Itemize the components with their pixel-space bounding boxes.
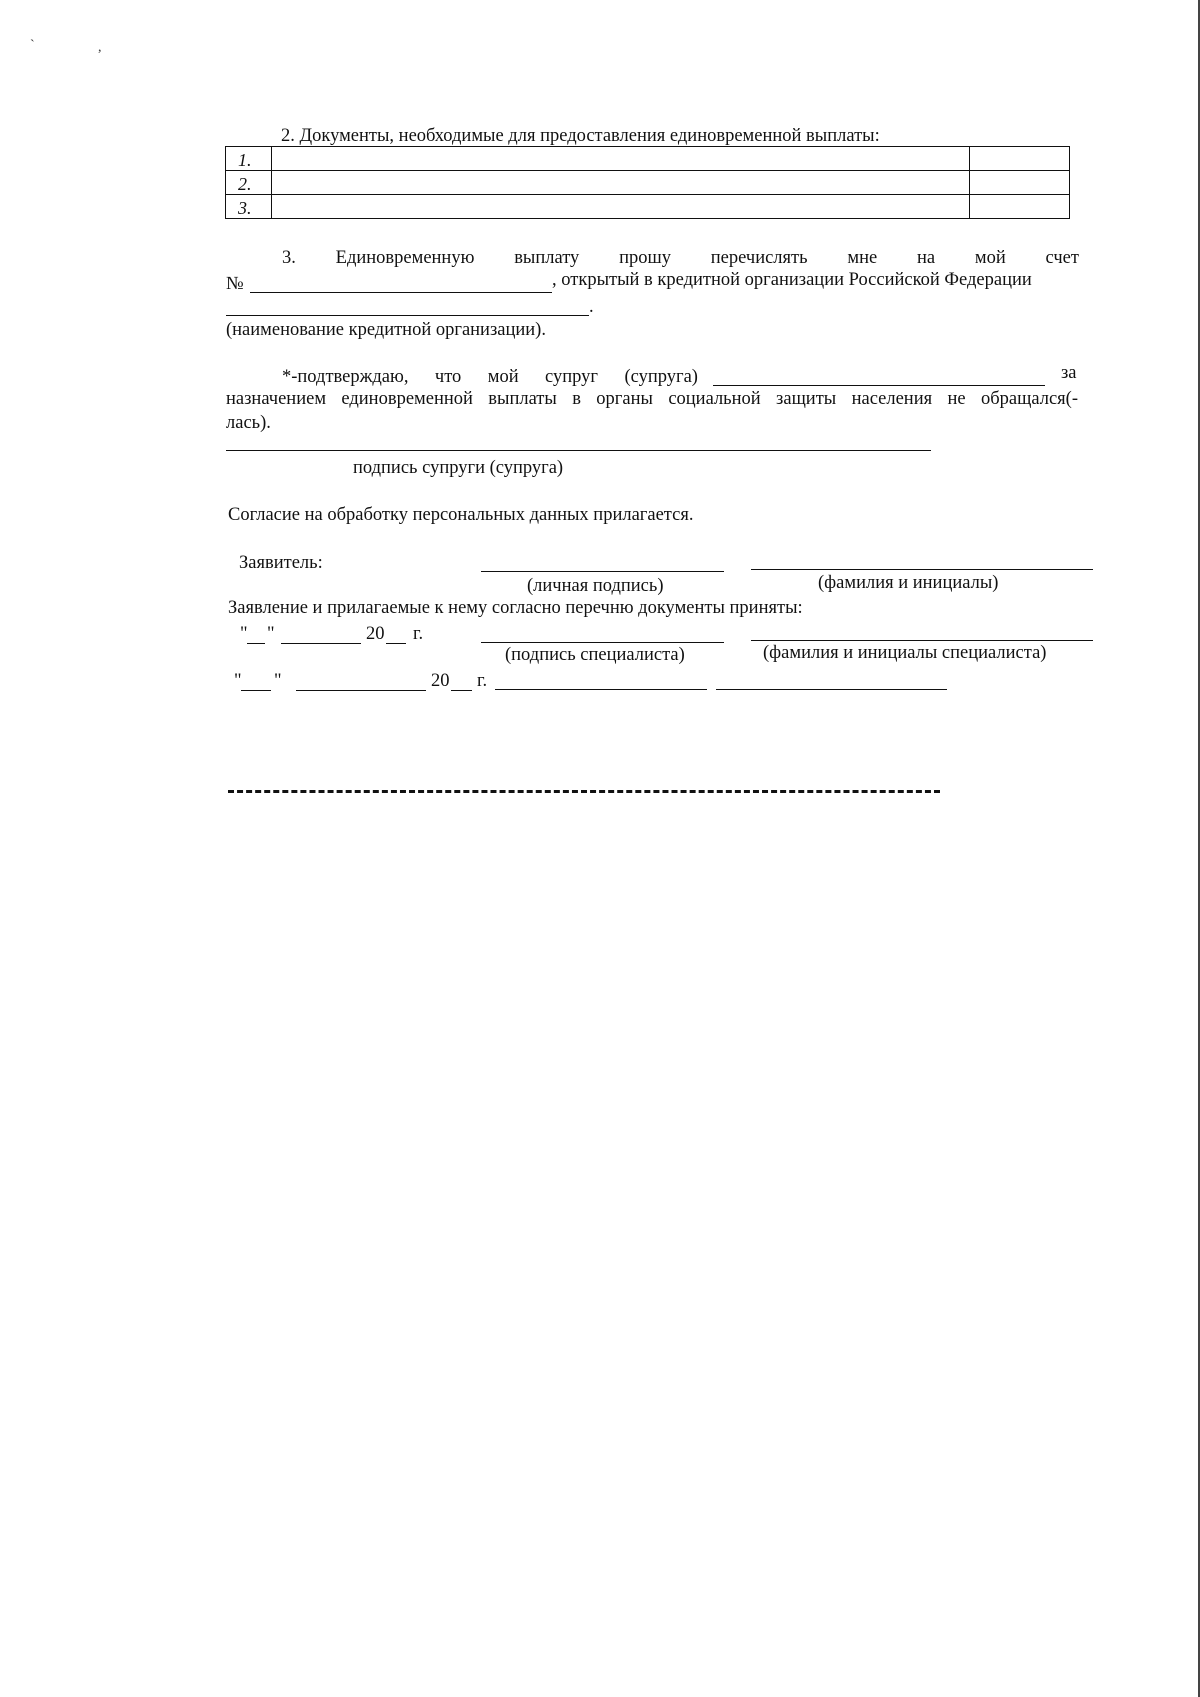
spouse-line1 <box>282 367 698 388</box>
second-year-prefix: 20 <box>431 671 450 691</box>
account-suffix: , открытый в кредитной организации Российской Федерации <box>552 270 1032 290</box>
cut-line-separator <box>228 790 940 793</box>
number-sign: № <box>226 274 244 294</box>
specialist-name-blank[interactable] <box>751 640 1093 641</box>
accepted-month-blank[interactable] <box>281 643 361 644</box>
section3-word: перечислять <box>710 248 808 268</box>
second-quote-close: " <box>274 671 282 691</box>
document-name-cell <box>272 171 970 195</box>
spouse-word: супруг <box>545 367 599 387</box>
scan-speck: ` <box>30 38 35 53</box>
spouse-line3: лась). <box>226 413 271 433</box>
accepted-day-blank[interactable] <box>247 643 265 644</box>
table-row <box>226 195 1070 219</box>
applicant-signature-caption: (личная подпись) <box>527 576 664 596</box>
section3-word: прошу <box>619 248 671 268</box>
document-pages-cell <box>970 147 1070 171</box>
section3-line1 <box>282 248 1079 269</box>
document-pages-cell <box>970 195 1070 219</box>
applicant-label: Заявитель: <box>239 553 323 573</box>
row-number: 3. <box>226 195 272 219</box>
second-month-blank[interactable] <box>296 690 426 691</box>
second-year-blank[interactable] <box>451 690 472 691</box>
second-year-suffix: г. <box>477 671 488 691</box>
spouse-signature-blank[interactable] <box>226 450 931 451</box>
section3-word: мне <box>847 248 878 268</box>
second-quote-open: " <box>234 671 242 691</box>
spouse-word: (супруга) <box>624 367 698 387</box>
spouse-word: мой <box>487 367 519 387</box>
specialist-signature-caption: (подпись специалиста) <box>505 645 685 665</box>
spouse-name-blank[interactable] <box>713 385 1045 386</box>
second-name-blank[interactable] <box>716 689 947 690</box>
accepted-year-suffix: г. <box>413 624 424 644</box>
table-row <box>226 147 1070 171</box>
section3-word: Единовременную <box>335 248 475 268</box>
accepted-quote-open: " <box>240 624 248 644</box>
accepted-quote-close: " <box>267 624 275 644</box>
documents-table <box>225 146 1070 219</box>
section3-word: на <box>916 248 936 268</box>
section3-word: счет <box>1045 248 1079 268</box>
accepted-year-prefix: 20 <box>366 624 385 644</box>
specialist-name-caption: (фамилия и инициалы специалиста) <box>763 643 1047 663</box>
spouse-line2: назначением единовременной выплаты в органы социальной защиты населения не обращался(- <box>226 389 1078 409</box>
bank-dot: . <box>589 297 594 317</box>
table-row <box>226 171 1070 195</box>
second-day-blank[interactable] <box>241 690 271 691</box>
bank-name-blank[interactable] <box>226 315 589 316</box>
row-number: 1. <box>226 147 272 171</box>
document-pages-cell <box>970 171 1070 195</box>
section3-word: мой <box>974 248 1006 268</box>
applicant-signature-blank[interactable] <box>481 571 724 572</box>
consent-text: Согласие на обработку персональных данных прилагается. <box>228 505 694 525</box>
accepted-text: Заявление и прилагаемые к нему согласно перечню документы приняты: <box>228 598 803 618</box>
scan-edge <box>1198 0 1200 1697</box>
applicant-name-caption: (фамилия и инициалы) <box>818 573 999 593</box>
section3-word: выплату <box>514 248 580 268</box>
spouse-signature-caption: подпись супруги (супруга) <box>353 458 564 478</box>
specialist-signature-blank[interactable] <box>481 642 724 643</box>
spouse-suffix: за <box>1061 363 1077 383</box>
scan-speck: , <box>98 40 102 55</box>
account-number-blank[interactable] <box>250 292 552 293</box>
section2-heading: 2. Документы, необходимые для предоставления единовременной выплаты: <box>281 126 880 146</box>
spouse-word: *-подтверждаю, <box>282 367 409 387</box>
second-signature-blank[interactable] <box>495 689 707 690</box>
spouse-word: что <box>434 367 462 387</box>
accepted-year-blank[interactable] <box>386 643 406 644</box>
applicant-name-blank[interactable] <box>751 569 1093 570</box>
section3-word: 3. <box>282 248 296 268</box>
document-name-cell <box>272 195 970 219</box>
row-number: 2. <box>226 171 272 195</box>
document-name-cell <box>272 147 970 171</box>
bank-caption: (наименование кредитной организации). <box>226 320 546 340</box>
